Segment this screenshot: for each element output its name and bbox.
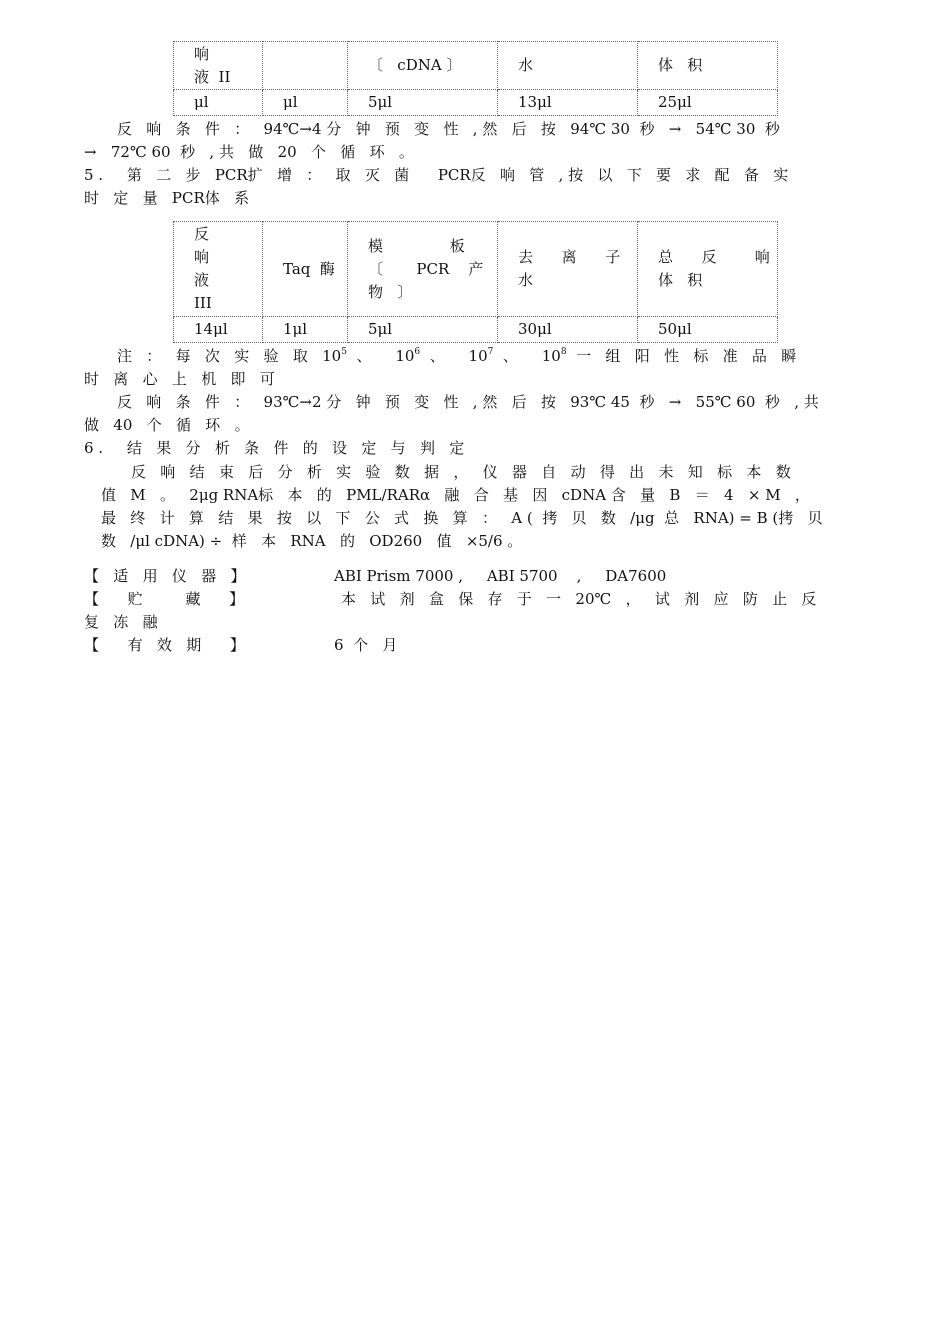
table-cell: 〔 cDNA 〕 [348, 42, 498, 90]
table-row [174, 317, 778, 343]
table-cell: 1μl [263, 317, 348, 343]
table-cell: 5μl [348, 317, 498, 343]
reaction-conditions-line: 做 40 个 循 环 。 [84, 416, 250, 434]
step-6-text: 值 M 。 2μg RNA标 本 的 PML/RARα 融 合 基 因 cDNA 含 量 B ＝ 4 × M ， [101, 486, 810, 504]
instruments-value: ABI Prism 7000 , ABI 5700 , DA7600 [334, 567, 667, 585]
table-cell: 5μl [348, 90, 498, 116]
table-header-row [174, 222, 778, 317]
exponent: 8 [560, 347, 567, 357]
table-cell: 模 板 〔 PCR 产 物 〕 [348, 222, 498, 317]
table-cell: 响 液 II [174, 42, 263, 90]
instruments-label: 【 适 用 仪 器 】 [84, 567, 246, 585]
reaction-conditions-line: → 72℃ 60 秒 , 共 做 20 个 循 环 。 [84, 143, 414, 161]
storage-label: 【 贮 藏 】 [84, 590, 245, 608]
table-cell [263, 42, 348, 90]
step-5-text: 5 . 第 二 步 PCR扩 增 ： 取 灭 菌 PCR反 响 管 , 按 以 下 要 求 配 备 实 [84, 166, 789, 184]
table-cell: μl [174, 90, 263, 116]
note-text: 、 10 [346, 347, 415, 365]
note-text: 一 组 阳 性 标 准 品 瞬 [566, 347, 797, 365]
table-cell: 14μl [174, 317, 263, 343]
note-text: 、 10 [420, 347, 488, 365]
table-row [174, 90, 778, 116]
step-6-title: 6 . 结 果 分 析 条 件 的 设 定 与 判 定 [84, 439, 465, 457]
note-text: 注 ： 每 次 实 验 取 10 [117, 347, 342, 365]
step-5-text: 时 定 量 PCR体 系 [84, 189, 250, 207]
table-cell: μl [263, 90, 348, 116]
reaction-table-3 [173, 221, 778, 343]
note-line [117, 345, 796, 367]
step-6-text: 反 响 结 束 后 分 析 实 验 数 据 ， 仪 器 自 动 得 出 未 知 标 本 数 [131, 463, 791, 481]
table-cell: 13μl [498, 90, 638, 116]
table-cell: 25μl [638, 90, 778, 116]
table-cell: 总 反 响 体 积 [638, 222, 778, 317]
note-line: 时 离 心 上 机 即 可 [84, 370, 275, 388]
table-cell: 30μl [498, 317, 638, 343]
validity-value: 6 个 月 [334, 636, 398, 654]
exponent: 7 [487, 347, 494, 357]
storage-value-continued: 复 冻 融 [84, 613, 158, 631]
exponent: 5 [341, 347, 347, 357]
table-cell: 50μl [638, 317, 778, 343]
table-cell: 反 响 液 III [174, 222, 263, 317]
table-header-row [174, 42, 778, 90]
exponent: 6 [414, 347, 421, 357]
storage-value: 本 试 剂 盒 保 存 于 一 20℃ ， 试 剂 应 防 止 反 [341, 590, 817, 608]
table-cell: 水 [498, 42, 638, 90]
reaction-conditions-line: 反 响 条 件 ： 93℃→2 分 钟 预 变 性 , 然 后 按 93℃ 45 秒 → 55℃ 60 秒 , 共 [117, 393, 819, 411]
reaction-table-2 [173, 41, 778, 116]
step-6-text: 最 终 计 算 结 果 按 以 下 公 式 换 算 ： A ( 拷 贝 数 /μg 总 RNA) = B (拷 贝 [101, 509, 823, 527]
validity-label: 【 有 效 期 】 [84, 636, 245, 654]
note-text: 、 10 [493, 347, 561, 365]
table-cell: 去 离 子 水 [498, 222, 638, 317]
table-cell: 体 积 [638, 42, 778, 90]
table-cell: Taq 酶 [263, 222, 348, 317]
reaction-conditions-line: 反 响 条 件 ： 94℃→4 分 钟 预 变 性 , 然 后 按 94℃ 30 秒 → 54℃ 30 秒 [117, 120, 780, 138]
step-6-text: 数 /μl cDNA) ÷ 样 本 RNA 的 OD260 值 ×5/6 。 [101, 532, 523, 550]
